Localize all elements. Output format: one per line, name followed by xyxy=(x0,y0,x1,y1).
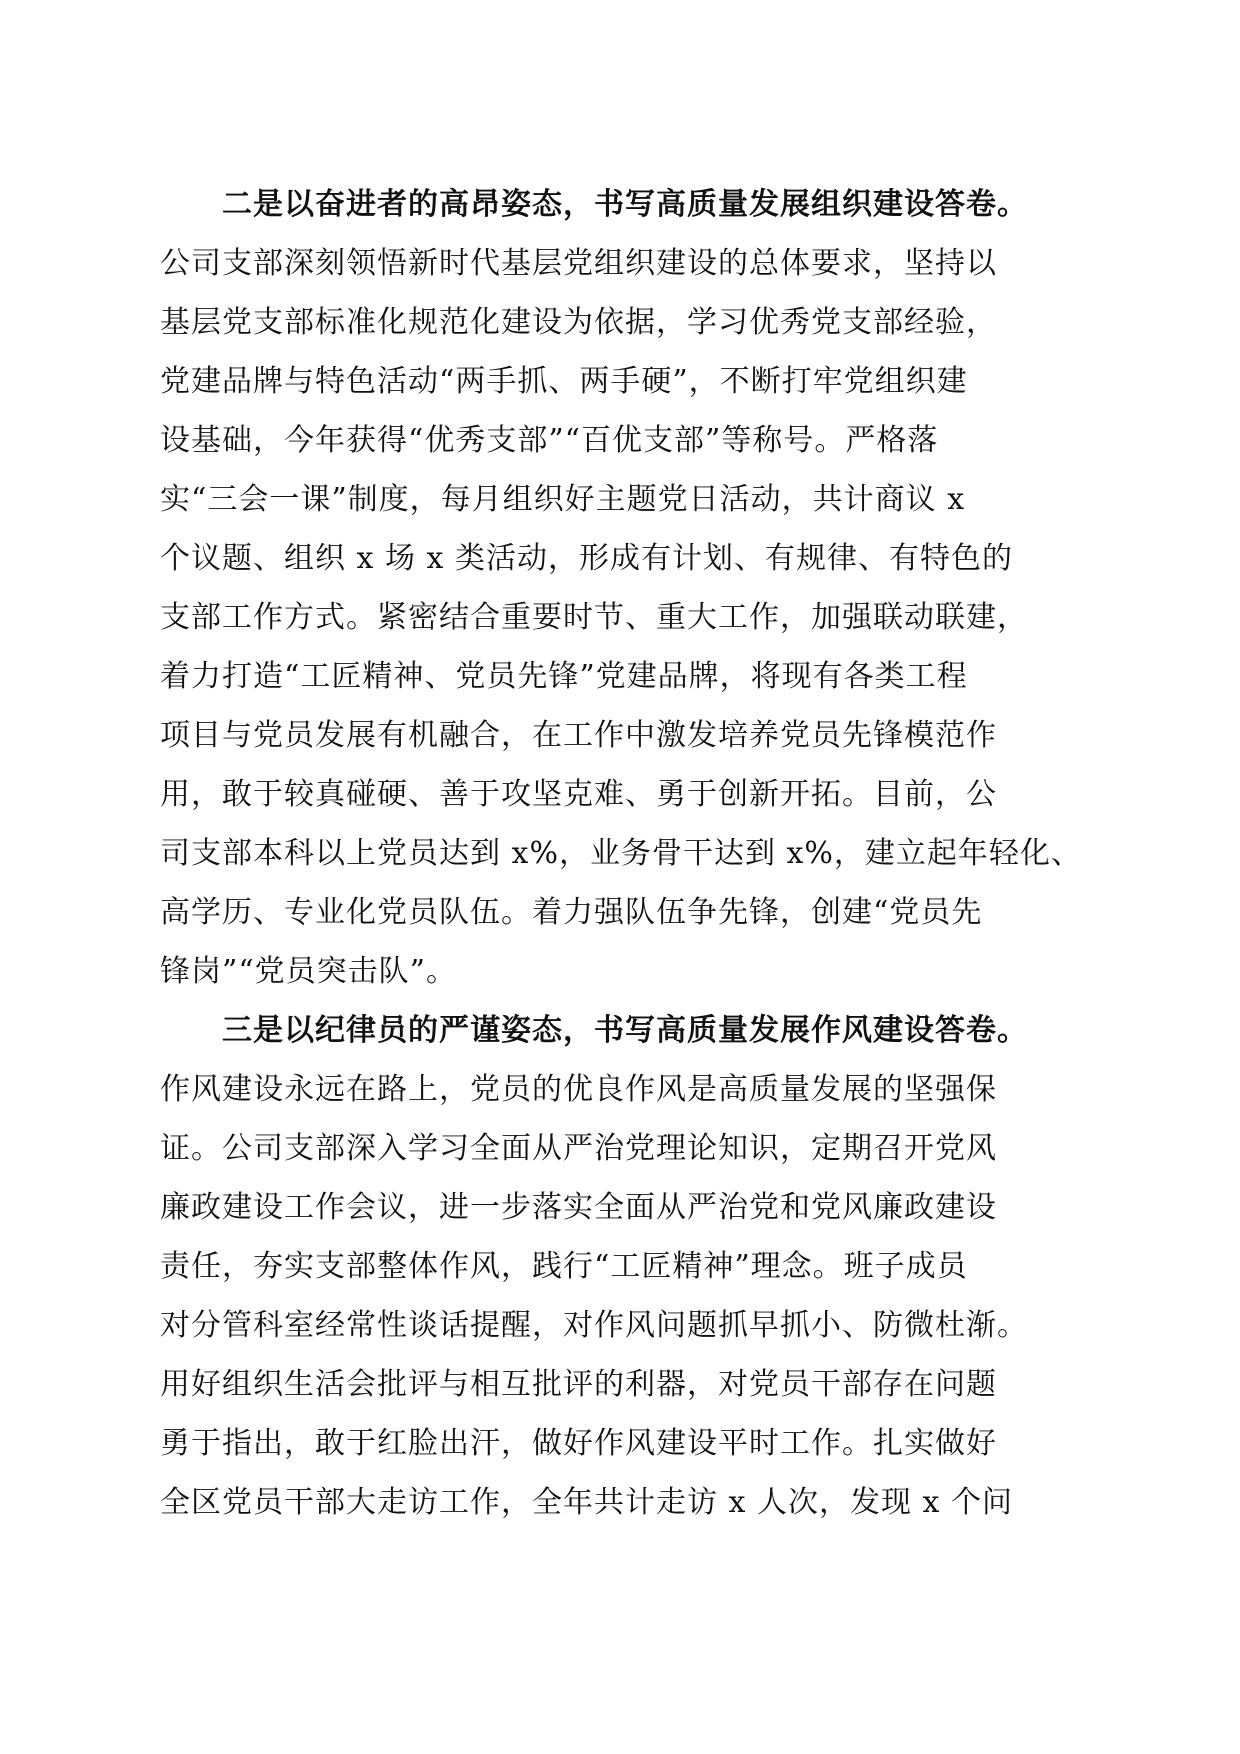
paragraph-line: 勇于指出，敢于红脸出汗，做好作风建设平时工作。扎实做好 xyxy=(160,1426,997,1461)
paragraph-line: 用，敢于较真碰硬、善于攻坚克难、勇于创新开拓。目前，公 xyxy=(160,777,997,812)
paragraph-line: 对分管科室经常性谈话提醒，对作风问题抓早抓小、防微杜渐。 xyxy=(160,1308,1028,1343)
paragraph-line: 公司支部深刻领悟新时代基层党组织建设的总体要求，坚持以 xyxy=(160,246,997,281)
paragraph-line: 项目与党员发展有机融合，在工作中激发培养党员先锋模范作 xyxy=(160,718,997,753)
paragraph-line: 党建品牌与特色活动“两手抓、两手硬”，不断打牢党组织建 xyxy=(160,364,968,399)
paragraph-line: 设基础，今年获得“优秀支部”“百优支部”等称号。严格落 xyxy=(160,423,939,458)
paragraph-line: 着力打造“工匠精神、党员先锋”党建品牌，将现有各类工程 xyxy=(160,659,968,694)
paragraph-line: 高学历、专业化党员队伍。着力强队伍争先锋，创建“党员先 xyxy=(160,895,983,930)
document-body xyxy=(160,175,1100,1532)
paragraph-line: 个议题、组织 x 场 x 类活动，形成有计划、有规律、有特色的 xyxy=(160,541,1013,576)
paragraph-line: 责任，夯实支部整体作风，践行“工匠精神”理念。班子成员 xyxy=(160,1249,968,1284)
paragraph-line: 支部工作方式。紧密结合重要时节、重大工作，加强联动联建， xyxy=(160,600,1028,635)
paragraph-line: 全区党员干部大走访工作，全年共计走访 x 人次，发现 x 个问 xyxy=(160,1485,1013,1520)
paragraph-line: 实“三会一课”制度，每月组织好主题党日活动，共计商议 x xyxy=(160,482,966,517)
paragraph-line: 基层党支部标准化规范化建设为依据，学习优秀党支部经验， xyxy=(160,305,997,340)
paragraph-line: 锋岗”“党员突击队”。 xyxy=(160,954,458,989)
section-heading-organization: 二是以奋进者的高昂姿态，书写高质量发展组织建设答卷。 xyxy=(222,187,1028,222)
paragraph-line: 用好组织生活会批评与相互批评的利器，对党员干部存在问题 xyxy=(160,1367,997,1402)
section-heading-work-style: 三是以纪律员的严谨姿态，书写高质量发展作风建设答卷。 xyxy=(222,1013,1028,1048)
paragraph-line: 证。公司支部深入学习全面从严治党理论知识，定期召开党风 xyxy=(160,1131,997,1166)
paragraph-line: 作风建设永远在路上，党员的优良作风是高质量发展的坚强保 xyxy=(160,1072,997,1107)
paragraph-line: 廉政建设工作会议，进一步落实全面从严治党和党风廉政建设 xyxy=(160,1190,997,1225)
paragraph-line: 司支部本科以上党员达到 x%，业务骨干达到 x%，建立起年轻化、 xyxy=(160,836,1082,871)
